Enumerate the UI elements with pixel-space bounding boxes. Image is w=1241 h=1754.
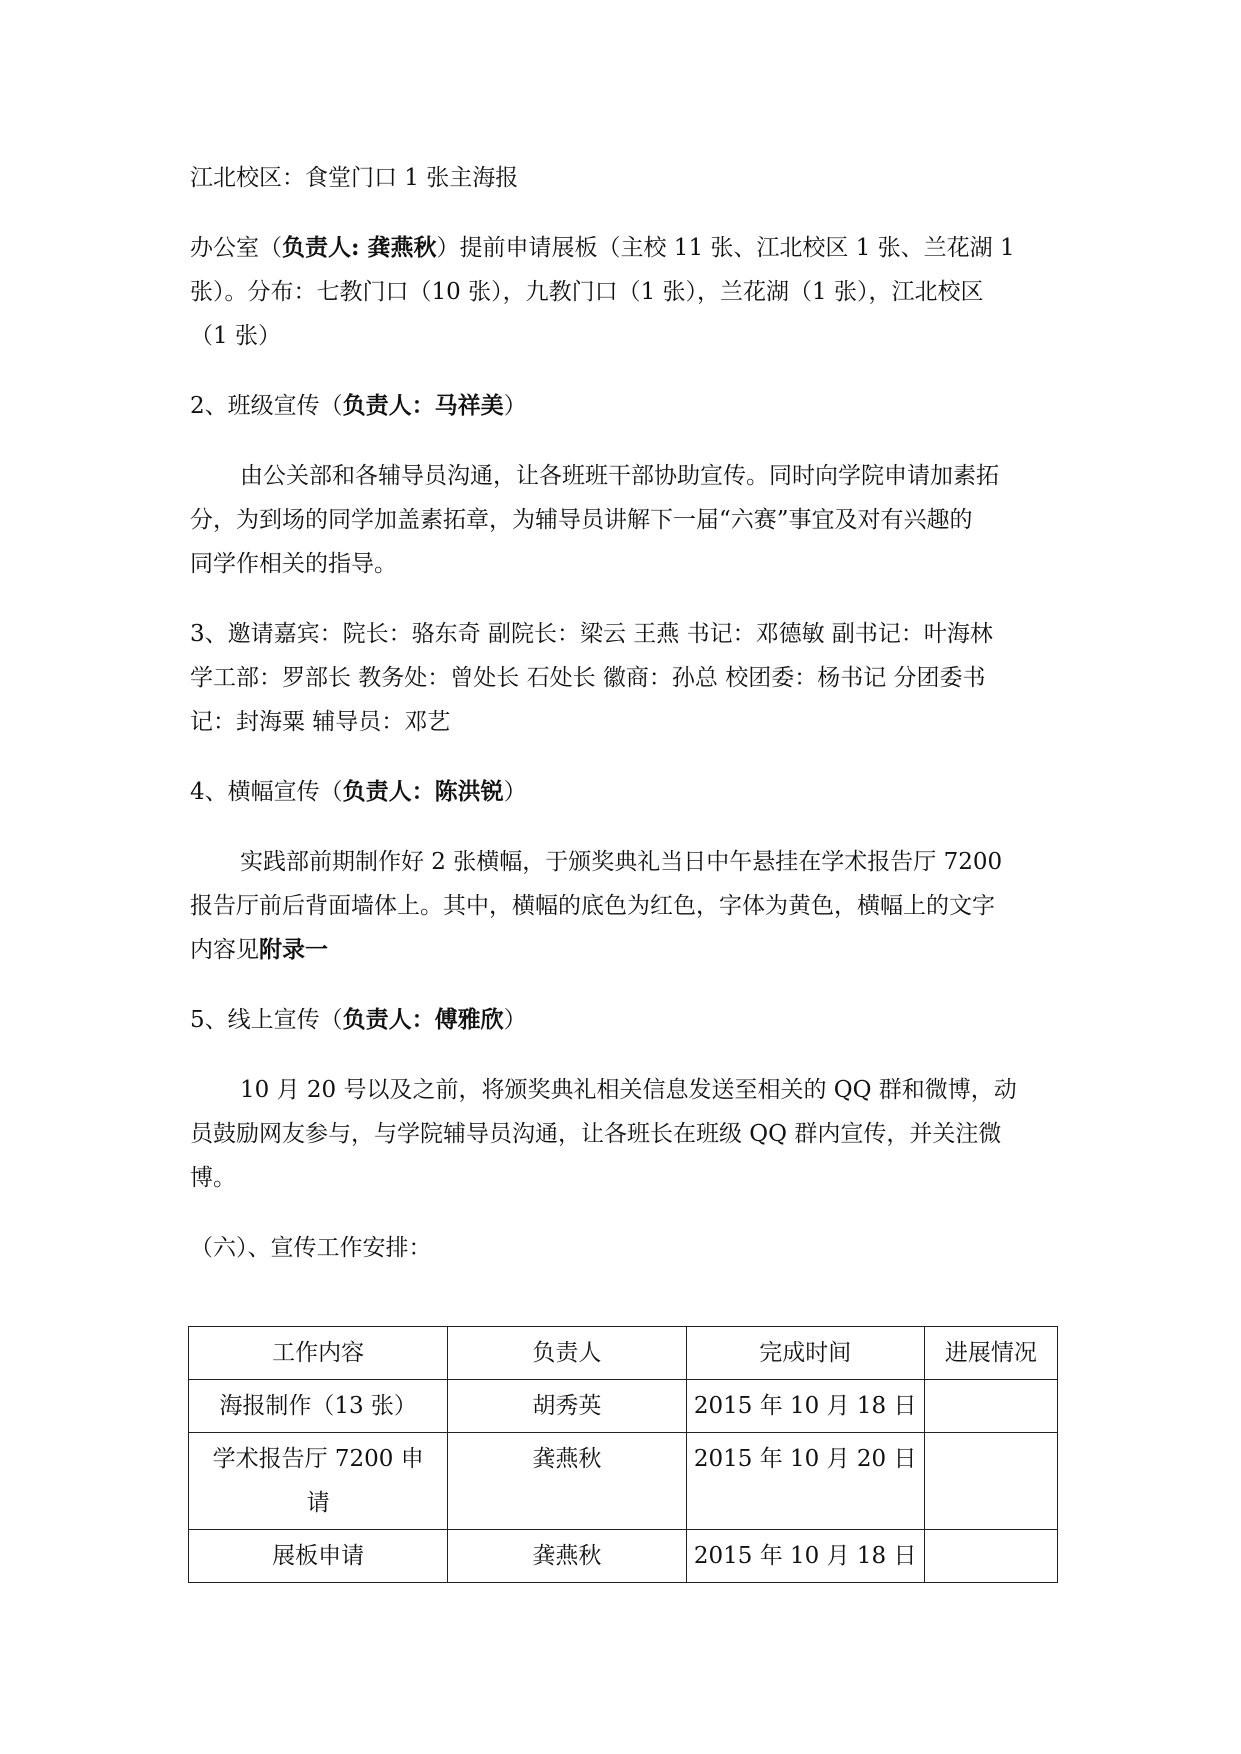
paragraph-line: （1 张） (190, 323, 281, 349)
text-span: ） (503, 1007, 527, 1033)
owner-cell: 胡秀英 (448, 1380, 686, 1433)
date-cell: 2015 年 10 月 18 日 (686, 1380, 924, 1433)
paragraph-line: 江北校区：食堂门口 1 张主海报 (190, 165, 519, 191)
progress-cell (924, 1380, 1057, 1433)
section-heading (190, 384, 527, 428)
paragraph-line: 实践部前期制作好 2 张横幅，于颁奖典礼当日中午悬挂在学术报告厅 7200 (240, 849, 1003, 875)
text-span: 4、横幅宣传（ (190, 779, 343, 805)
owner-cell: 龚燕秋 (448, 1433, 686, 1530)
paragraph-line: 张）。分布：七教门口（10 张），九教门口（1 张），兰花湖（1 张），江北校区 (190, 279, 984, 305)
text-span: 办公室（ (190, 235, 282, 261)
progress-cell (924, 1530, 1057, 1583)
table-row (189, 1380, 1058, 1433)
date-cell: 2015 年 10 月 20 日 (686, 1433, 924, 1530)
date-cell: 2015 年 10 月 18 日 (686, 1530, 924, 1583)
paragraph-line: 由公关部和各辅导员沟通，让各班班干部协助宣传。同时向学院申请加素拓 (240, 463, 999, 489)
text-span: ）提前申请展板（主校 11 张、江北校区 1 张、兰花湖 1 (436, 235, 1015, 261)
column-header: 完成时间 (686, 1327, 924, 1380)
paragraph-line: 同学作相关的指导。 (190, 551, 397, 577)
column-header: 工作内容 (189, 1327, 448, 1380)
task-cell (189, 1433, 448, 1530)
table-row (189, 1530, 1058, 1583)
paragraph-line: 10 月 20 号以及之前，将颁奖典礼相关信息发送至相关的 QQ 群和微博，动 (240, 1077, 1017, 1103)
paragraph-line (190, 928, 328, 972)
section-heading (190, 770, 527, 814)
task-line: 学术报告厅 7200 申 (212, 1446, 424, 1472)
task-cell: 展板申请 (189, 1530, 448, 1583)
section-heading: （六）、宣传工作安排： (190, 1235, 432, 1261)
column-header: 进展情况 (924, 1327, 1057, 1380)
paragraph-line: 报告厅前后背面墙体上。其中，横幅的底色为红色，字体为黄色，横幅上的文字 (190, 893, 995, 919)
paragraph-line: 记：封海粟 辅导员：邓艺 (190, 709, 451, 735)
task-cell: 海报制作（13 张） (189, 1380, 448, 1433)
text-span: 内容见 (190, 937, 259, 963)
table-row (189, 1433, 1058, 1530)
paragraph-line: 员鼓励网友参与，与学院辅导员沟通，让各班长在班级 QQ 群内宣传，并关注微 (190, 1121, 1002, 1147)
text-span: 2、班级宣传（ (190, 393, 343, 419)
person-in-charge: 负责人：傅雅欣 (342, 1006, 504, 1033)
paragraph-line: 3、邀请嘉宾：院长：骆东奇 副院长：梁云 王燕 书记：邓德敏 副书记：叶海林 (190, 621, 993, 647)
section-heading (190, 998, 527, 1042)
schedule-table (188, 1326, 1058, 1583)
paragraph-line (190, 226, 1015, 270)
person-in-charge: 负责人：陈洪锐 (342, 778, 504, 805)
column-header: 负责人 (448, 1327, 686, 1380)
text-span: 5、线上宣传（ (190, 1007, 343, 1033)
paragraph-line: 博。 (190, 1165, 236, 1191)
person-in-charge: 负责人：马祥美 (342, 392, 504, 419)
appendix-reference: 附录一 (259, 936, 328, 963)
paragraph-line: 学工部：罗部长 教务处：曾处长 石处长 徽商：孙总 校团委：杨书记 分团委书 (190, 665, 986, 691)
owner-cell: 龚燕秋 (448, 1530, 686, 1583)
paragraph-line: 分，为到场的同学加盖素拓章，为辅导员讲解下一届“六赛”事宜及对有兴趣的 (190, 507, 973, 533)
text-span: ） (503, 779, 527, 805)
person-in-charge: 负责人: 龚燕秋 (282, 234, 437, 261)
table-header-row (189, 1327, 1058, 1380)
text-span: ） (503, 393, 527, 419)
progress-cell (924, 1433, 1057, 1530)
task-line: 请 (306, 1490, 330, 1516)
